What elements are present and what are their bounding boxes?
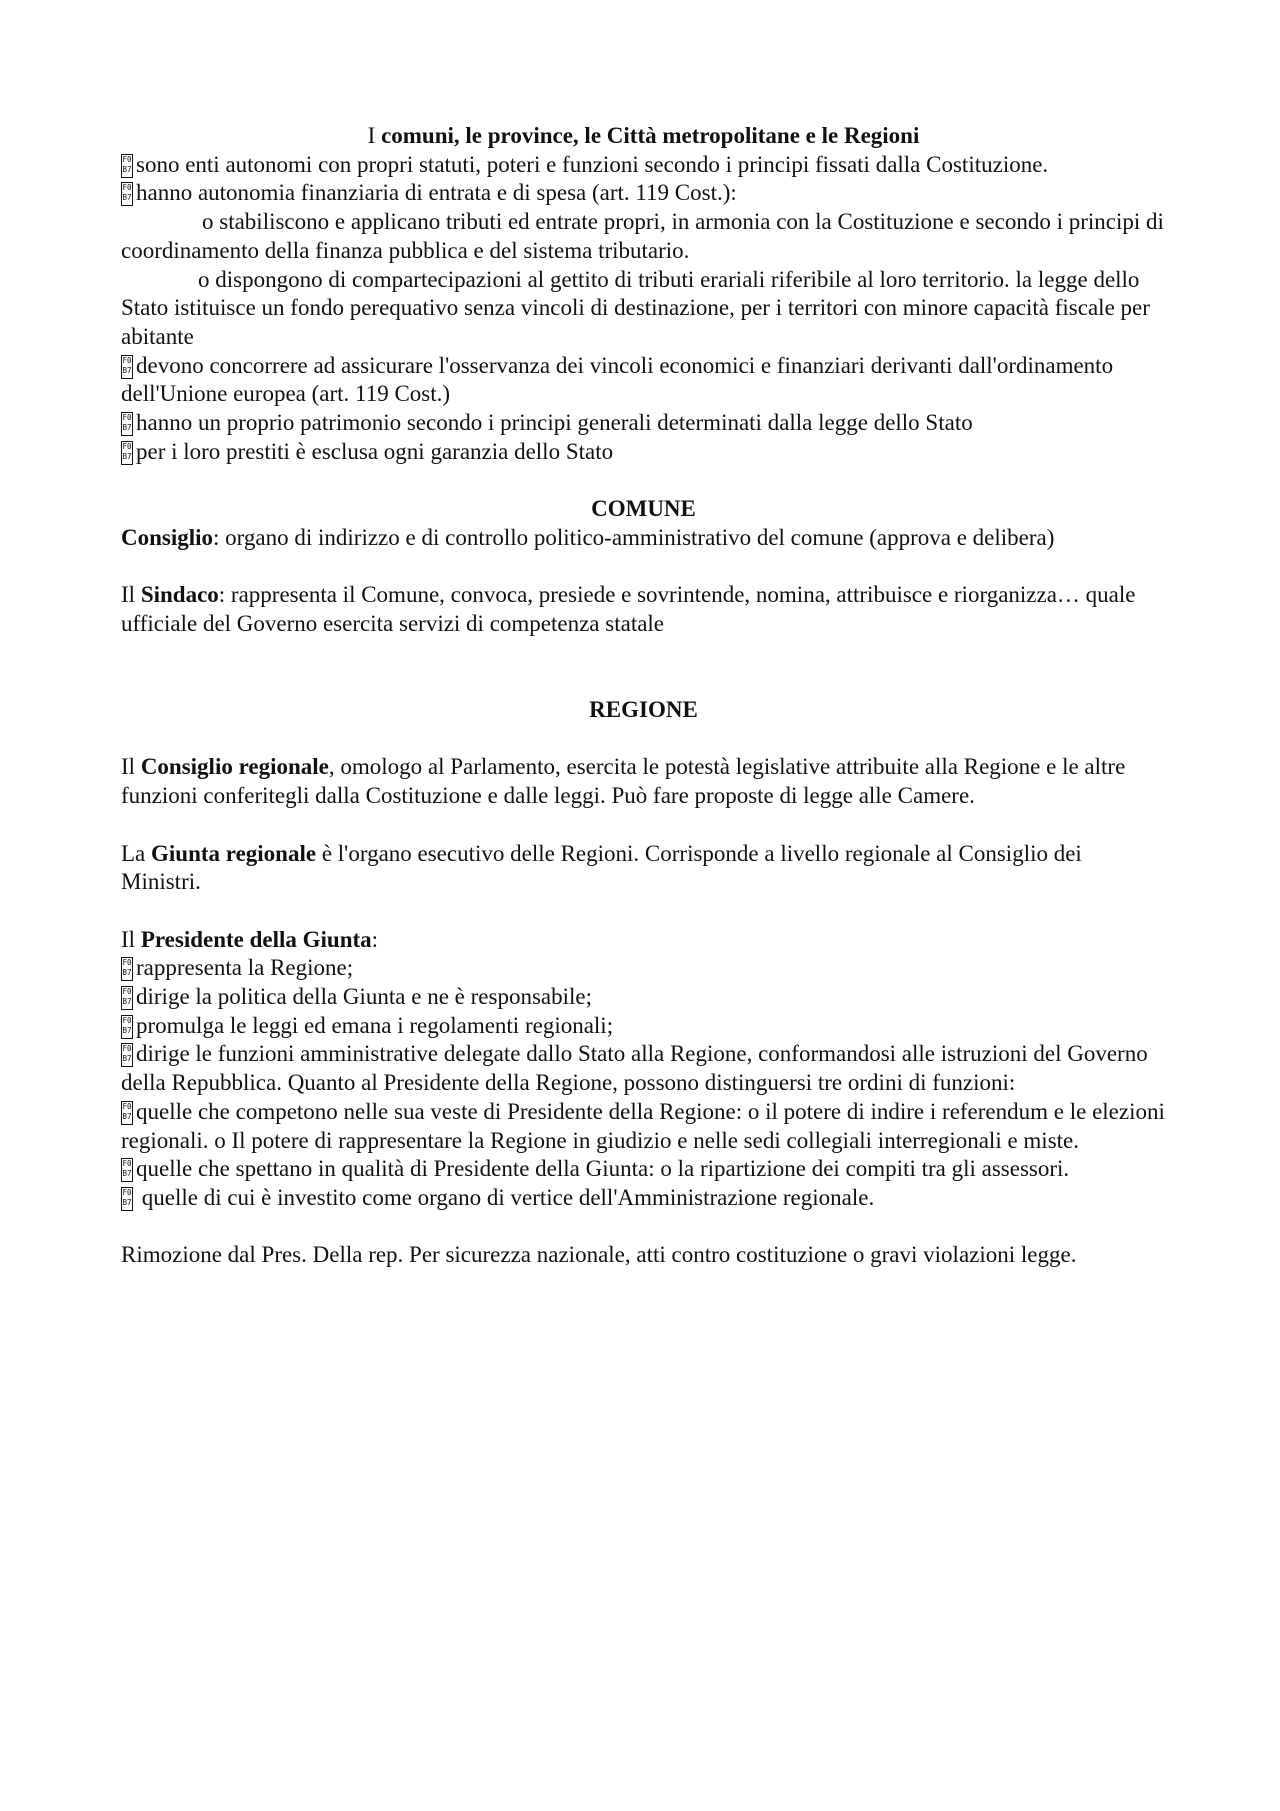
list-item: F0 B7 per i loro prestiti è esclusa ogni garanzia dello Stato [122,438,614,464]
regione-heading: REGIONE [589,697,698,723]
list-item: F0 B7 quelle di cui è investito come organo di vertice dell'Amministrazione regionale. [122,1184,875,1210]
comune-consiglio: Consiglio: organo di indirizzo e di controllo politico-amministrativo del comune (approva e delibera) [121,524,1055,550]
list-item: F0 B7 dirige le funzioni amministrative delegate dallo Stato alla Regione, conformandosi alle istruzioni del Governo della Repubblica. Quanto al Presidente della Regione, possono distinguersi tre ordini di funzioni: [121,1041,1148,1096]
bullet-icon: F0 B7 [121,957,133,981]
title-bold: comuni, le province, le Città metropolitane e le Regioni [381,123,920,148]
bullet-icon: F0 B7 [121,1101,133,1125]
bullet-icon: F0 B7 [121,154,133,178]
comune-heading: COMUNE [591,496,696,522]
regione-consiglio: Il Consiglio regionale, omologo al Parlamento, esercita le potestà legislative attribuite alla Regione e le altre funzioni conferitegli dalla Costituzione e dalle leggi. Può fare proposte di legge alle Camere. [121,754,1126,809]
presidente-heading: Il Presidente della Giunta: [121,926,379,952]
bullet-icon: F0 B7 [121,182,133,206]
list-item: F0 B7 quelle che spettano in qualità di Presidente della Giunta: o la ripartizione dei compiti tra gli assessori. [122,1156,1070,1182]
list-item: F0 B7 sono enti autonomi con propri statuti, poteri e funzioni secondo i principi fissati dalla Costituzione. [122,151,1049,177]
list-item: F0 B7 devono concorrere ad assicurare l'osservanza dei vincoli economici e finanziari derivanti dall'ordinamento dell'Unione europea (art. 119 Cost.) [121,352,1114,407]
comune-sindaco: Il Sindaco: rappresenta il Comune, convoca, presiede e sovrintende, nomina, attribuisce e riorganizza… quale ufficiale del Governo esercita servizi di competenza statale [121,582,1136,636]
list-item: F0 B7 rappresenta la Regione; [122,955,354,981]
bullet-icon: F0 B7 [121,986,133,1010]
list-item: F0 B7 promulga le leggi ed emana i regolamenti regionali; [122,1012,614,1038]
bullet-icon: F0 B7 [121,1187,133,1211]
regione-giunta: La Giunta regionale è l'organo esecutivo delle Regioni. Corrisponde a livello regionale al Consiglio dei Ministri. [121,840,1082,895]
list-item: F0 B7 hanno autonomia finanziaria di entrata e di spesa (art. 119 Cost.): [122,180,737,206]
bullet-icon: F0 B7 [121,1158,133,1182]
sub-list-item: o stabiliscono e applicano tributi ed entrate propri, in armonia con la Costituzione e secondo i principi di coordinamento della finanza pubblica e del sistema tributario. [121,209,1164,263]
intro-list [121,151,1166,467]
sub-list-item: o dispongono di compartecipazioni al gettito di tributi erariali riferibile al loro territorio. la legge dello Stato istituisce un fondo perequativo senza vincoli di destinazione, per i territori con minore capacità fiscale per abitante [121,266,1150,349]
bullet-icon: F0 B7 [121,1015,133,1039]
list-item: F0 B7 hanno un proprio patrimonio secondo i principi generali determinati dalla legge dello Stato [122,410,973,436]
list-item: F0 B7 quelle che competono nelle sua veste di Presidente della Regione: o il potere di indire i referendum e le elezioni regionali. o Il potere di rappresentare la Regione in giudizio e nelle sedi collegiali interregionali e miste. [121,1098,1165,1153]
presidente-list [121,954,1166,1212]
list-item: F0 B7 dirige la politica della Giunta e ne è responsabile; [122,984,593,1009]
bullet-icon: F0 B7 [121,441,133,465]
rimozione-paragraph: Rimozione dal Pres. Della rep. Per sicurezza nazionale, atti contro costituzione o gravi violazioni legge. [121,1242,1077,1268]
document-body [121,122,1166,1270]
title-prefix: I [367,123,382,148]
bullet-icon: F0 B7 [121,412,133,436]
bullet-icon: F0 B7 [121,355,133,379]
bullet-icon: F0 B7 [121,1043,133,1067]
document-title [121,122,1166,151]
